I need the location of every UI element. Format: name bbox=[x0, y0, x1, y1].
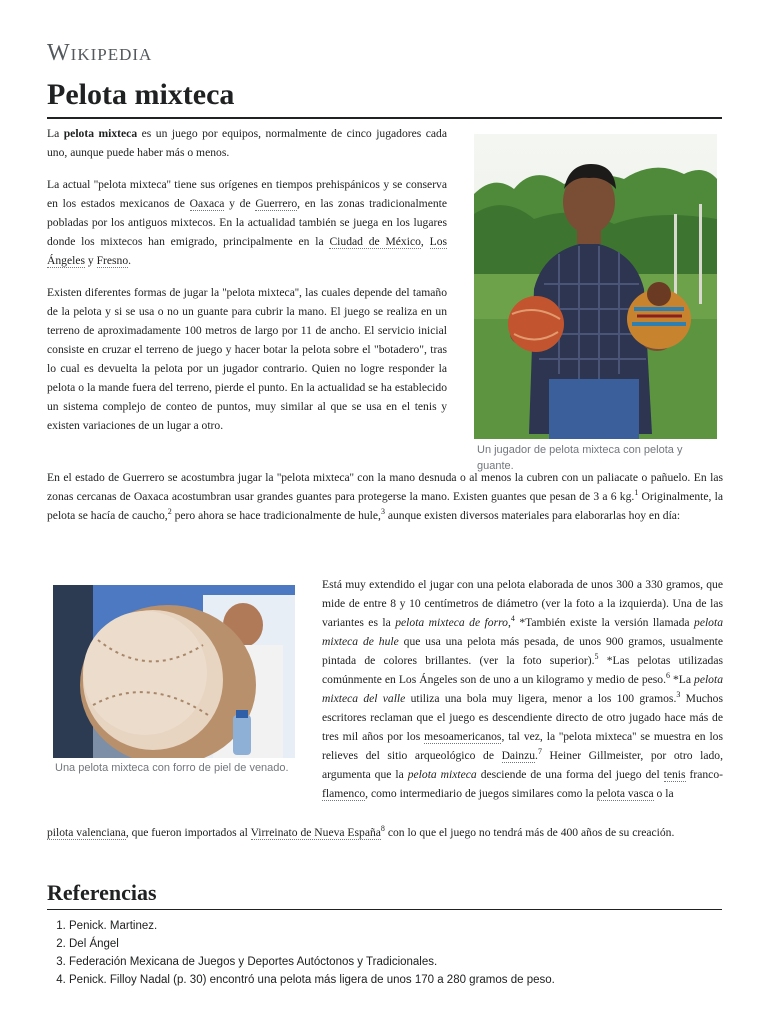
citation-3b[interactable]: 3 bbox=[676, 690, 681, 700]
extended-text: , que fueron importados al bbox=[125, 826, 251, 839]
citation-1[interactable]: 1 bbox=[634, 488, 639, 498]
extended-text: , como intermediario de juegos similares como la bbox=[365, 787, 597, 800]
extended-italic: pelota mixteca del valle bbox=[322, 673, 723, 705]
extended-italic: pelota mixteca de forro bbox=[395, 616, 508, 629]
extended-text: Muchos escritores reclaman que el juego es descendiente directo de otro jugado hace más de tres mil años por los bbox=[322, 692, 723, 743]
origins-paragraph bbox=[47, 175, 447, 270]
extended-text: , bbox=[507, 616, 511, 629]
extended-paragraph-top bbox=[322, 575, 723, 803]
citation-8[interactable]: 8 bbox=[380, 824, 385, 834]
ball-photo-caption: Una pelota mixteca con forro de piel de venado. bbox=[55, 762, 289, 774]
origins-text: y de bbox=[224, 197, 256, 210]
link-virreinato[interactable]: Virreinato de Nueva España bbox=[250, 826, 381, 839]
extended-text: con lo que el juego no tendrá más de 400 años de su creación. bbox=[384, 826, 675, 839]
intro-text: es un juego por equipos, normalmente de cinco jugadores cada uno, aunque puede haber más o menos. bbox=[47, 127, 447, 159]
page-title: Pelota mixteca bbox=[47, 78, 235, 111]
reference-item: 4. Penick. Filloy Nadal (p. 30) encontró una pelota más ligera de unos 170 a 280 gramos de peso. bbox=[69, 971, 719, 989]
player-photo bbox=[474, 134, 717, 439]
guerrero-text: En el estado de Guerrero se acostumbra jugar la ''pelota mixteca'' con la mano desnuda o al menos la cubren con un paliacate o pañuelo. En las zonas cercanas de Oaxaca acostumbran usar grandes guantes para protegerse la mano. Existen guantes que pesan de 3 a 6 kg. bbox=[47, 471, 723, 503]
link-mesoamericanos[interactable]: mesoamericanos bbox=[424, 730, 502, 743]
intro-bold-term: pelota mixteca bbox=[63, 127, 138, 140]
guerrero-text: Originalmente, la pelota se hacía de caucho, bbox=[47, 490, 723, 522]
citation-6[interactable]: 6 bbox=[665, 671, 670, 681]
link-los-angeles[interactable]: Los Ángeles bbox=[47, 235, 447, 267]
link-oaxaca[interactable]: Oaxaca bbox=[189, 197, 225, 210]
reference-item: 1. Penick. Martinez. bbox=[69, 917, 719, 935]
extended-text: , tal vez, la ''pelota mixteca'' se muestra en los relieves del sitio arqueológico de bbox=[322, 730, 723, 762]
origins-text: La actual ''pelota mixteca'' tiene sus orígenes en tiempos prehispánicos y se conserva en los estados mexicanos de bbox=[47, 178, 447, 210]
extended-text: que usa una pelota más pesada, de unos 900 gramos, usualmente pintada de colores brillantes. (ver la foto superior). bbox=[322, 635, 724, 667]
extended-text: Heiner Gillmeister, por otro lado, argumenta que la bbox=[322, 749, 723, 781]
ball-photo bbox=[53, 585, 295, 758]
link-dainzu[interactable]: Dainzu bbox=[501, 749, 536, 762]
link-fresno[interactable]: Fresno bbox=[96, 254, 129, 267]
origins-text: , en las zonas tradicionalmente pobladas por los antiguos mixtecos. En la actualidad también se juega en los lugares donde los mixtecos han emigrado, principalmente en la bbox=[47, 197, 448, 248]
guerrero-text: aunque existen diversos materiales para elaborarlas hoy en día: bbox=[384, 509, 681, 522]
intro-text: La bbox=[47, 127, 64, 140]
citation-5[interactable]: 5 bbox=[594, 652, 599, 662]
player-photo-caption: Un jugador de pelota mixteca con pelota y guante. bbox=[477, 444, 683, 472]
forms-paragraph: Existen diferentes formas de jugar la ''pelota mixteca'', las cuales depende del tamaño de la pelota y si se usa o no un guante para cubrir la mano. El juego se realiza en un terreno de aproximadamente 100 metros de largo por 11 de ancho. El servicio inicial consiste en cruzar el terreno de juego y hacer botar la pelota sobre el "botadero", tras lo cual es devuelta la pelota por un jugador contrario. Quien no logre responder la pelota o la mande fuera del terreno, pierde el punto. En la actualidad se ha establecido un sistema complejo de conteo de puntos, muy similar al que se usa en el tenis y existen variaciones de un lugar a otro. bbox=[47, 286, 447, 432]
extended-text: Está muy extendido el jugar con una pelota elaborada de unos 300 a 330 gramos, que mide de entre 8 y 10 centímetros de diámetro (ver la foto a la izquierda). Una de las variantes es la bbox=[322, 578, 723, 629]
player-photo-image bbox=[474, 134, 717, 439]
extended-italic: pelota mixteca de hule bbox=[322, 616, 723, 648]
extended-text: *La bbox=[669, 673, 695, 686]
guerrero-text: pero ahora se hace tradicionalmente de hule, bbox=[171, 509, 381, 522]
origins-text: . bbox=[128, 254, 132, 267]
link-ciudad-de-mexico[interactable]: Ciudad de México bbox=[329, 235, 421, 248]
references-list bbox=[47, 917, 719, 989]
guerrero-paragraph bbox=[47, 468, 723, 525]
citation-4[interactable]: 4 bbox=[510, 614, 515, 624]
intro-paragraph bbox=[47, 124, 447, 162]
references-rule bbox=[47, 909, 722, 910]
ball-photo-image bbox=[53, 585, 295, 758]
link-pilota-valenciana[interactable]: pilota valenciana bbox=[47, 826, 126, 839]
extended-text: *Las pelotas utilizadas comúnmente en Los Ángeles son de uno a un kilogramo y medio de peso. bbox=[322, 654, 723, 686]
references-heading: Referencias bbox=[47, 880, 157, 905]
origins-text: , bbox=[420, 235, 430, 248]
link-tenis[interactable]: tenis bbox=[663, 768, 686, 781]
extended-text: franco- bbox=[685, 768, 723, 781]
citation-2[interactable]: 2 bbox=[167, 507, 172, 517]
link-pelota-vasca[interactable]: pelota vasca bbox=[596, 787, 654, 800]
reference-item: 3. Federación Mexicana de Juegos y Deportes Autóctonos y Tradicionales. bbox=[69, 953, 719, 971]
citation-7[interactable]: 7 bbox=[537, 747, 542, 757]
extended-text: *También existe la versión llamada bbox=[514, 616, 695, 629]
link-guerrero[interactable]: Guerrero bbox=[255, 197, 298, 210]
title-rule bbox=[47, 117, 722, 119]
extended-text: desciende de una forma del juego del bbox=[476, 768, 664, 781]
wikipedia-wordmark: Wikipedia bbox=[47, 40, 153, 66]
extended-text: o la bbox=[653, 787, 674, 800]
extended-text: utiliza una bola muy ligera, menor a los 100 gramos. bbox=[405, 692, 677, 705]
link-flamenco[interactable]: flamenco bbox=[322, 787, 366, 800]
reference-item: 2. Del Ángel bbox=[69, 935, 719, 953]
citation-3[interactable]: 3 bbox=[380, 507, 385, 517]
extended-text: . bbox=[535, 749, 538, 762]
origins-text: y bbox=[85, 254, 97, 267]
extended-italic: pelota mixteca bbox=[407, 768, 477, 781]
extended-paragraph-bottom bbox=[47, 823, 723, 842]
